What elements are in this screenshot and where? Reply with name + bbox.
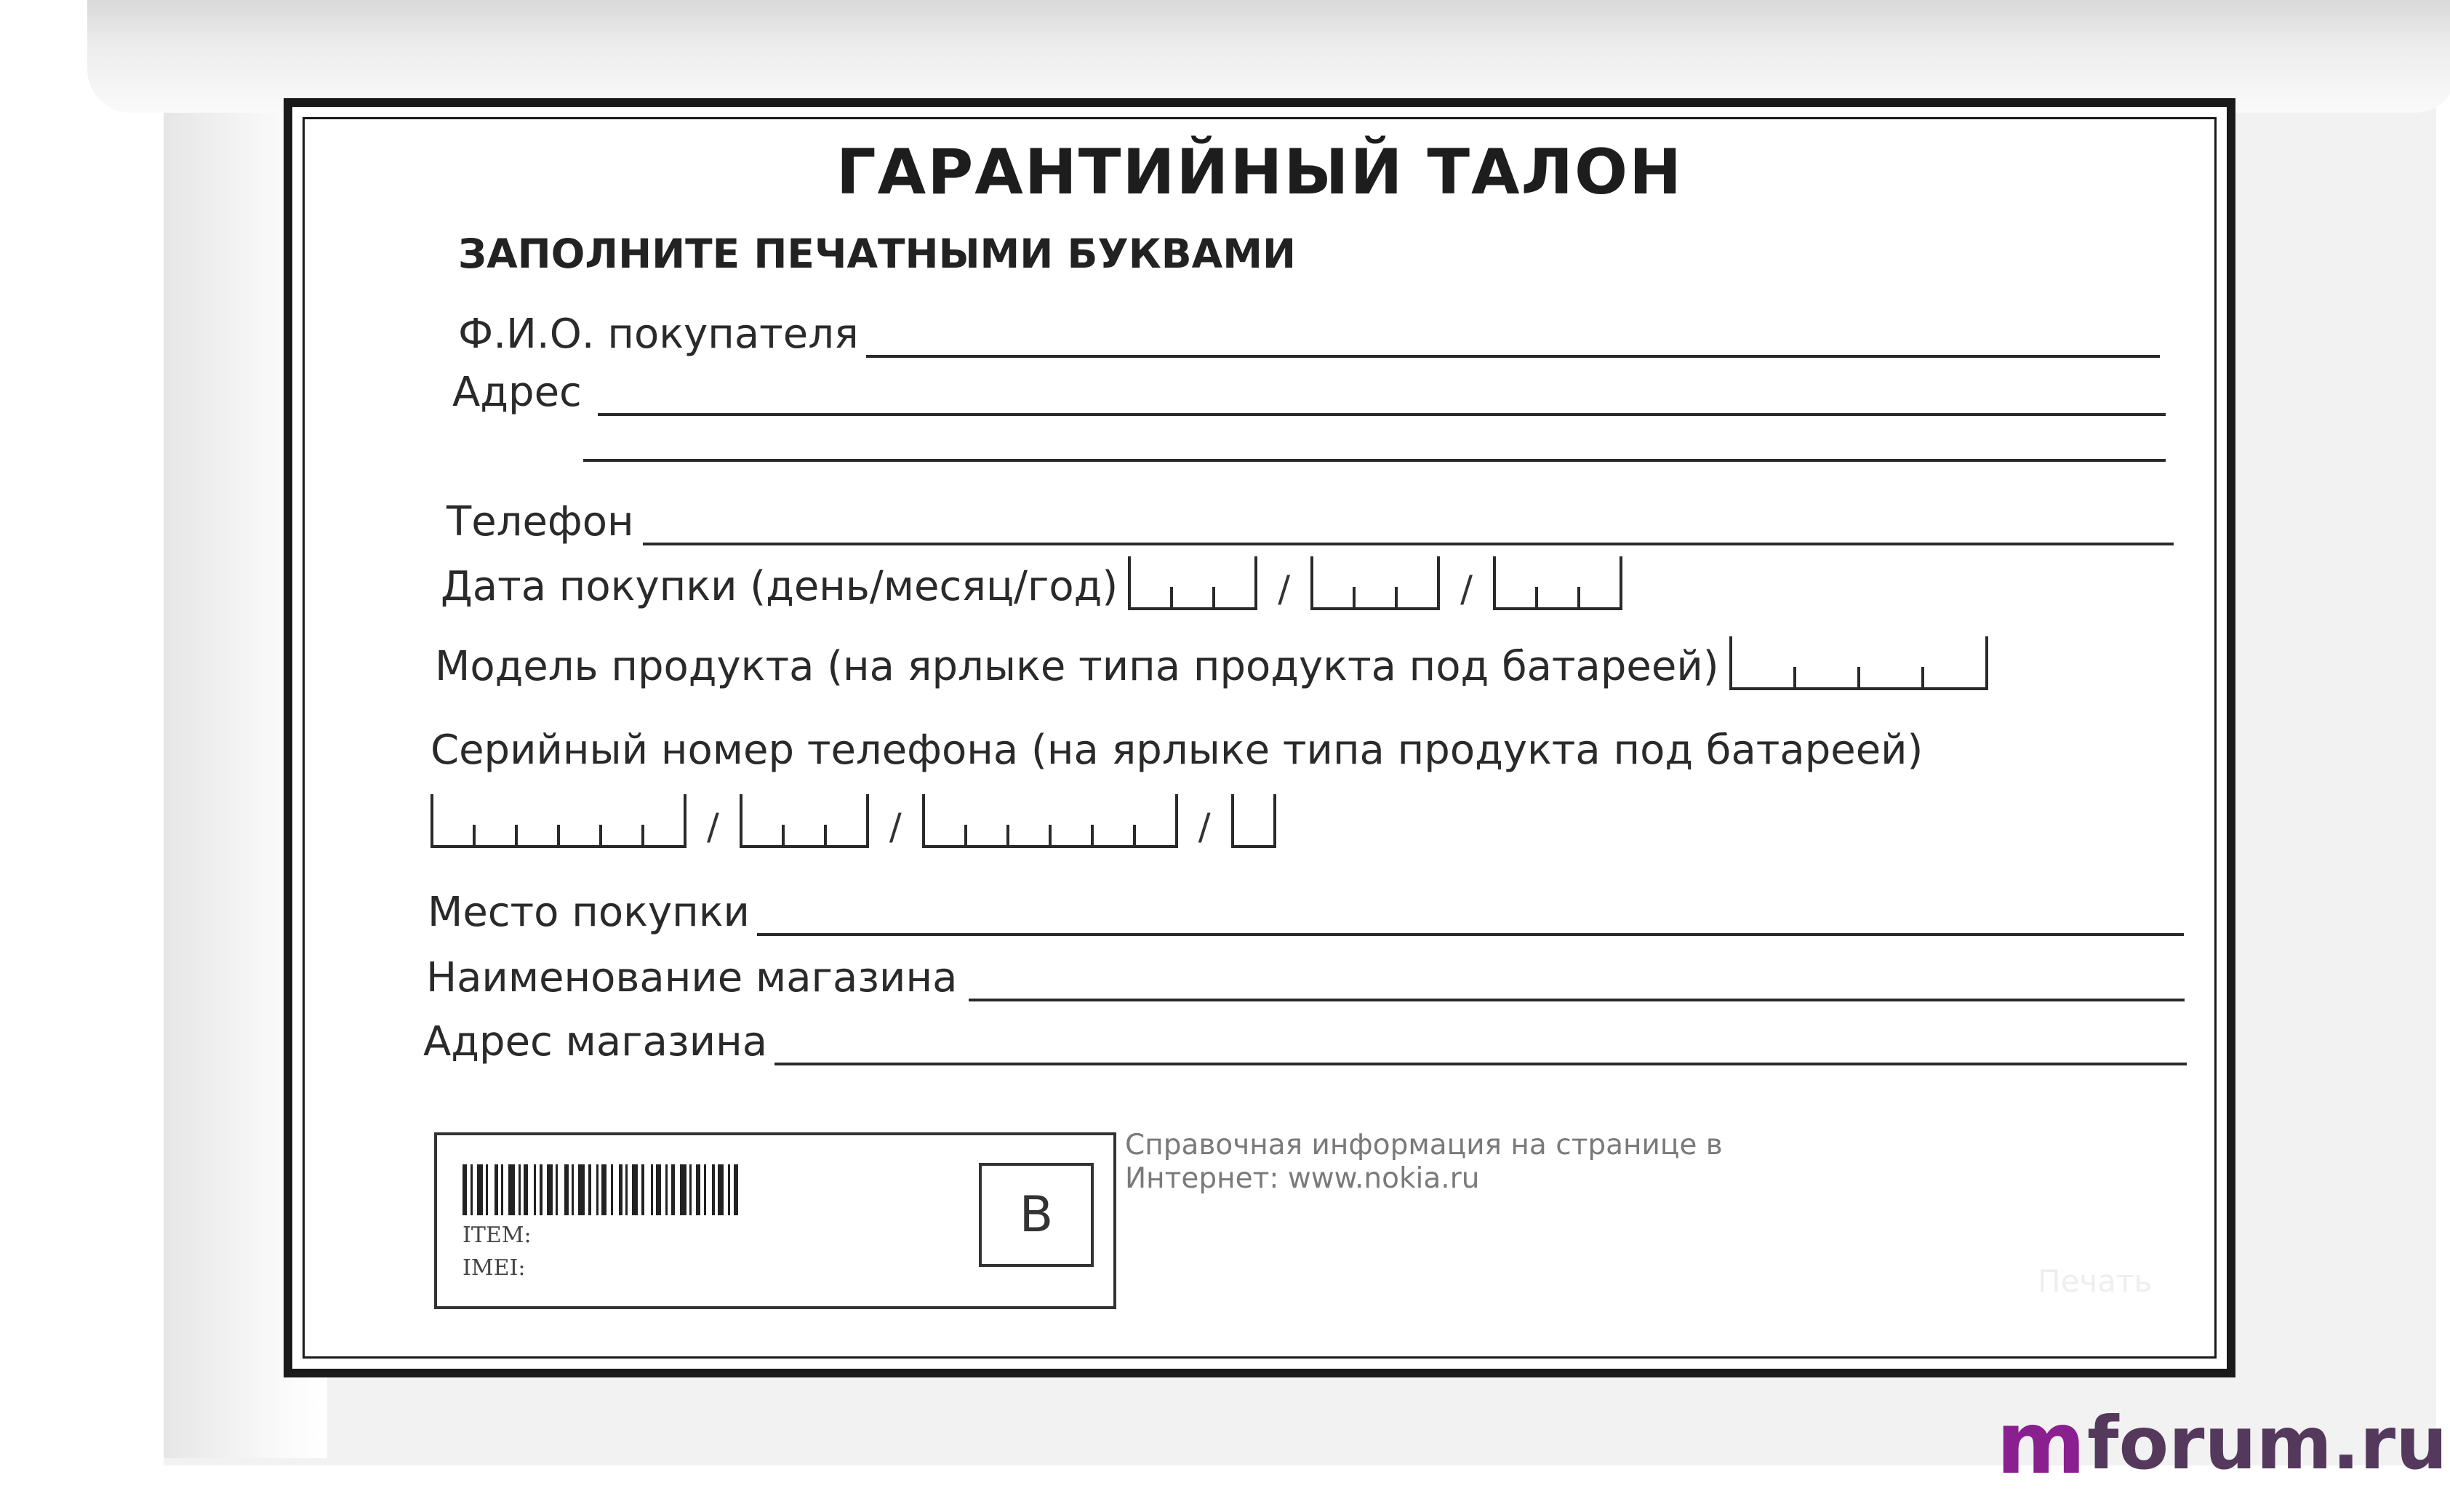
date-separator-1: / bbox=[1278, 568, 1291, 610]
imei-label: IMEI: bbox=[463, 1255, 526, 1281]
barcode-block bbox=[434, 1132, 1116, 1309]
serial-number-label-row bbox=[431, 727, 1923, 774]
date-month-boxes[interactable] bbox=[1310, 556, 1440, 610]
place-of-purchase-line[interactable] bbox=[757, 895, 2184, 936]
card-subtitle: ЗАПОЛНИТЕ ПЕЧАТНЫМИ БУКВАМИ bbox=[458, 231, 1296, 277]
address-field[interactable] bbox=[452, 369, 2166, 416]
serial-group-3[interactable] bbox=[922, 794, 1178, 848]
serial-number-boxes-row[interactable] bbox=[431, 794, 1276, 848]
place-of-purchase-label: Место покупки bbox=[428, 889, 750, 936]
date-year-boxes[interactable] bbox=[1493, 556, 1622, 610]
buyer-name-field[interactable] bbox=[458, 311, 2160, 358]
address-line-2[interactable] bbox=[583, 456, 2166, 462]
store-name-line[interactable] bbox=[969, 961, 2185, 1001]
phone-field[interactable] bbox=[447, 498, 2174, 545]
info-text bbox=[1125, 1129, 1780, 1196]
serial-separator-1: / bbox=[707, 806, 719, 848]
item-label: ITEM: bbox=[463, 1223, 532, 1248]
buyer-name-label: Ф.И.О. покупателя bbox=[458, 311, 859, 358]
store-name-label: Наименование магазина bbox=[426, 954, 958, 1001]
product-model-field[interactable] bbox=[435, 636, 1988, 690]
buyer-name-line[interactable] bbox=[866, 317, 2160, 358]
b-letter-box: B bbox=[979, 1163, 1094, 1267]
faint-print-label: Печать bbox=[2038, 1263, 2153, 1299]
watermark-rest: forum.ru bbox=[2086, 1400, 2448, 1486]
product-model-boxes[interactable] bbox=[1729, 636, 1988, 690]
watermark-m: m bbox=[1996, 1393, 2086, 1493]
store-address-line[interactable] bbox=[774, 1025, 2187, 1065]
info-line-2: Интернет: www.nokia.ru bbox=[1125, 1162, 1480, 1195]
date-separator-2: / bbox=[1460, 568, 1473, 610]
serial-separator-3: / bbox=[1198, 806, 1211, 848]
serial-group-1[interactable] bbox=[431, 794, 686, 848]
warranty-card bbox=[284, 98, 2235, 1377]
phone-line[interactable] bbox=[643, 505, 2174, 545]
address-label: Адрес bbox=[452, 369, 582, 416]
purchase-date-label: Дата покупки (день/месяц/год) bbox=[441, 563, 1118, 610]
phone-label: Телефон bbox=[447, 498, 634, 545]
serial-group-4[interactable] bbox=[1231, 794, 1276, 848]
info-line-1: Справочная информация на странице в bbox=[1125, 1129, 1723, 1161]
store-address-field[interactable] bbox=[423, 1018, 2187, 1065]
barcode bbox=[463, 1164, 826, 1215]
serial-separator-2: / bbox=[889, 806, 902, 848]
purchase-date-field[interactable] bbox=[441, 556, 1622, 610]
serial-group-2[interactable] bbox=[740, 794, 869, 848]
store-name-field[interactable] bbox=[426, 954, 2185, 1001]
address-line-1[interactable] bbox=[598, 375, 2166, 416]
product-model-label: Модель продукта (на ярлыке типа продукта под батареей) bbox=[435, 643, 1719, 690]
store-address-label: Адрес магазина bbox=[423, 1018, 768, 1065]
curled-page bbox=[87, 0, 2450, 113]
date-day-boxes[interactable] bbox=[1128, 556, 1257, 610]
serial-number-label: Серийный номер телефона (на ярлыке типа продукта под батареей) bbox=[431, 727, 1923, 774]
place-of-purchase-field[interactable] bbox=[428, 889, 2184, 936]
card-title: ГАРАНТИЙНЫЙ ТАЛОН bbox=[836, 136, 1684, 209]
mforum-watermark bbox=[1996, 1393, 2447, 1493]
